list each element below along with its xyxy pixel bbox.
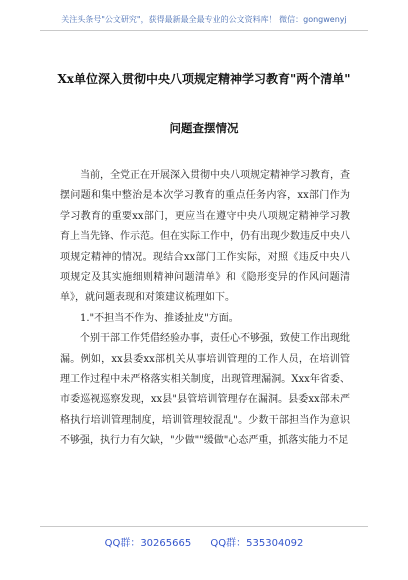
- body-paragraph: 当前，全党正在开展深入贯彻中央八项规定精神学习教育，查摆问题和集中整治是本次学习教育的重点任务内容，xx部门作为学习教育的重要xx部门，更应当在遵守中央八项规定精神学习教育上当先锋、作示范。但在实际工作中，仍有出现少数违反中央八项规定精神的情况。现结合xx部门工作实际，对照《违反中央八项规定及其实施细则精神问题清单》和《隐形变异的作风问题清单》，就问题表现和对策建议梳理如下。: [60, 170, 350, 304]
- document-title: Xx单位深入贯彻中央八项规定精神学习教育"两个清单": [57, 72, 351, 86]
- section-heading: 1."不担当不作为、推诿扯皮"方面。: [80, 312, 239, 324]
- document-body: [60, 166, 350, 452]
- footer-divider: [40, 526, 368, 527]
- header-divider: [40, 30, 368, 31]
- footer-qq-group-2: QQ群：535304092: [210, 538, 304, 549]
- footer: [0, 534, 408, 549]
- header-banner: 关注头条号"公文研究"，获得最新最全最专业的公文资料库！ 微信：gongwenyj: [61, 15, 347, 24]
- footer-qq-group-1: QQ群：30265665: [104, 538, 192, 549]
- body-paragraph: 个别干部工作凭借经验办事，责任心不够强，致使工作出现纰漏。例如，xx县委xx部机关从事培训管理的工作人员，在培训管理工作过程中未严格落实相关制度，出现管理漏洞。Xxx年省委、市委巡视巡察发现，xx县"县管培训管理存在漏洞。县委xx部未严格执行培训管理制度，培训管理较混乱"。少数干部担当作为意识不够强，执行力有欠缺，"少做""缓做"心态严重，抓落实能力不足: [60, 333, 350, 447]
- document-subtitle: 问题查摆情况: [169, 121, 239, 135]
